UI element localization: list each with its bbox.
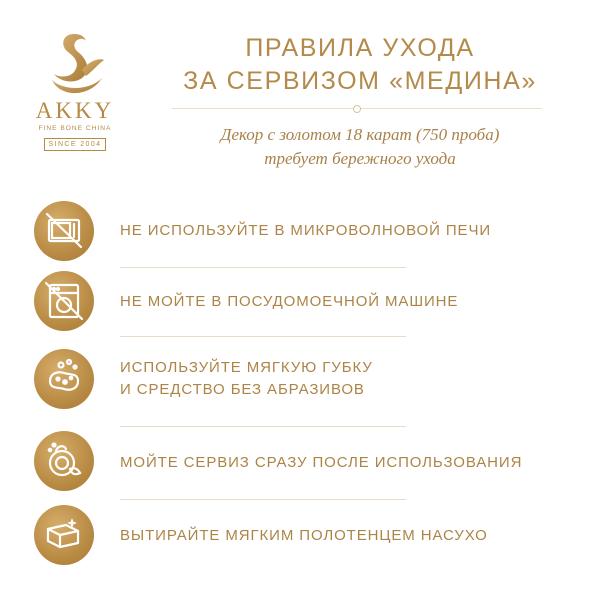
care-rule-sponge — [34, 349, 594, 415]
swan-logo-icon — [40, 30, 110, 100]
care-rule-text: НЕ ИСПОЛЬЗУЙТЕ В МИКРОВОЛНОВОЙ ПЕЧИ — [120, 222, 492, 239]
divider — [120, 426, 406, 427]
page-title-line-1: ПРАВИЛА УХОДА — [245, 34, 475, 62]
care-rule-towel — [34, 505, 594, 571]
brand-since-badge: SINCE 2004 — [44, 138, 107, 151]
soft-towel-icon — [34, 505, 94, 565]
title-divider-ornament — [353, 105, 361, 113]
care-rule-text-line-2: И СРЕДСТВО БЕЗ АБРАЗИВОВ — [120, 381, 365, 398]
page-subtitle — [170, 123, 550, 171]
page-title-line-2: ЗА СЕРВИЗОМ «МЕДИНА» — [183, 67, 537, 95]
care-rule-text — [120, 357, 373, 401]
divider — [120, 499, 406, 500]
care-rule-microwave — [34, 201, 594, 267]
care-rule-dishwasher — [34, 271, 594, 337]
soft-sponge-icon — [34, 349, 94, 409]
care-rule-text-line-1: ИСПОЛЬЗУЙТЕ МЯГКУЮ ГУБКУ — [120, 359, 373, 376]
divider — [120, 336, 406, 337]
no-microwave-icon — [34, 201, 94, 261]
care-rule-hand-wash — [34, 431, 594, 497]
care-rule-text: МОЙТЕ СЕРВИЗ СРАЗУ ПОСЛЕ ИСПОЛЬЗОВАНИЯ — [120, 454, 523, 471]
no-dishwasher-icon — [34, 271, 94, 331]
brand-name: AKKY — [35, 98, 115, 123]
brand-tagline: FINE BONE CHINA — [38, 125, 112, 132]
page-subtitle-line-2: требует бережного ухода — [264, 149, 456, 168]
divider — [120, 267, 406, 268]
brand-logo — [32, 30, 118, 160]
page-subtitle-line-1: Декор с золотом 18 карат (750 проба) — [220, 125, 500, 144]
care-rule-text: НЕ МОЙТЕ В ПОСУДОМОЕЧНОЙ МАШИНЕ — [120, 293, 459, 310]
page-title — [170, 32, 550, 98]
hand-wash-icon — [34, 431, 94, 491]
care-rule-text: ВЫТИРАЙТЕ МЯГКИМ ПОЛОТЕНЦЕМ НАСУХО — [120, 527, 488, 544]
